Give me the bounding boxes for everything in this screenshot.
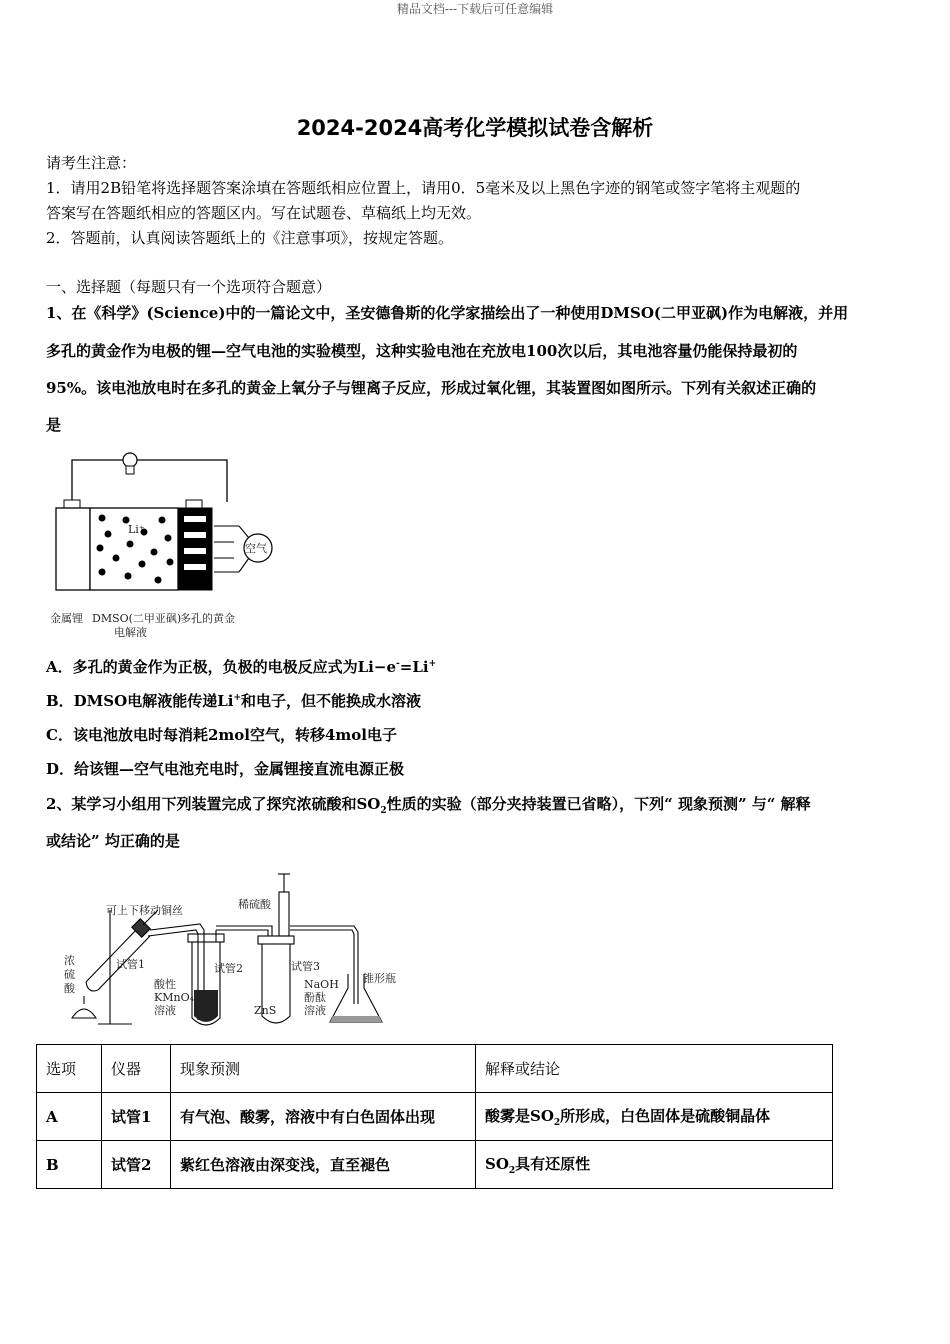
label-tube3: 试管3 (291, 960, 320, 973)
section-heading: 一、选择题（每题只有一个选项符合题意） (46, 278, 332, 296)
label-naoh-1: NaOH (304, 978, 339, 991)
notice-item2: 2．答题前，认真阅读答题纸上的《注意事项》，按规定答题。 (46, 229, 454, 247)
table-row (37, 1141, 833, 1189)
label-conc-acid-1: 浓 (64, 954, 75, 967)
q1-line4: 是 (46, 416, 62, 434)
q1-line2: 多孔的黄金作为电极的锂—空气电池的实验模型，这种实验电池在充放电100次以后，其电池容量仍能保持最初的 (46, 342, 798, 360)
q1-line3: 95%。该电池放电时在多孔的黄金上氧分子与锂离子反应，形成过氧化锂，其装置图如图所示。下列有关叙述正确的 (46, 379, 817, 397)
label-tube2: 试管2 (214, 962, 243, 975)
label-naoh-2: 酚酞 (304, 991, 326, 1004)
label-dmso: DMSO(二甲亚砜) (92, 612, 182, 625)
label-tube1: 试管1 (116, 958, 145, 971)
label-electrolyte: 电解液 (114, 626, 147, 639)
label-lithium: 金属锂 (50, 612, 83, 625)
label-zns: ZnS (254, 1004, 277, 1017)
answer-table (36, 1044, 833, 1189)
table-header-row (37, 1045, 833, 1093)
row-b-device: 试管2 (102, 1141, 171, 1189)
ion-label: Li⁺ (128, 523, 145, 536)
label-copper-wire: 可上下移动铜丝 (106, 904, 183, 917)
air-label: 空气 (245, 542, 267, 555)
q1-option-d: D．给该锂—空气电池充电时，金属锂接直流电源正极 (46, 760, 405, 778)
label-kmno4-3: 溶液 (154, 1004, 176, 1017)
row-a-phenomenon: 有气泡、酸雾，溶液中有白色固体出现 (171, 1093, 476, 1141)
page-title: 2024-2024高考化学模拟试卷含解析 (296, 116, 654, 140)
header-explanation: 解释或结论 (476, 1045, 833, 1093)
label-naoh-3: 溶液 (304, 1004, 326, 1017)
label-flask: 锥形瓶 (363, 972, 396, 985)
row-a-device: 试管1 (102, 1093, 171, 1141)
row-a-explanation: 酸雾是$SO_2$所形成，白色固体是硫酸铜晶体 (476, 1093, 833, 1141)
label-kmno4-2: KMnO₄ (154, 991, 194, 1004)
q1-line1: 1、在《科学》(Science)中的一篇论文中，圣安德鲁斯的化学家描绘出了一种使用DMSO(二甲亚砜)作为电解液，并用 (46, 304, 849, 322)
q1-option-a: A．多孔的黄金作为正极，负极的电极反应式为Li−e-=Li+ (46, 658, 437, 676)
row-b-explanation: $SO_2$具有还原性 (476, 1141, 833, 1189)
bulb-icon (123, 453, 137, 467)
header-note: 精品文档---下载后可任意编辑 (396, 2, 554, 16)
header-phenomenon: 现象预测 (171, 1045, 476, 1093)
row-a-option: A (37, 1093, 102, 1141)
q1-option-c: C．该电池放电时每消耗2mol空气，转移4mol电子 (46, 726, 397, 744)
label-conc-acid-3: 酸 (64, 982, 75, 995)
row-b-phenomenon: 紫红色溶液由深变浅，直至褪色 (171, 1141, 476, 1189)
notice-item1-line2: 答案写在答题纸相应的答题区内。写在试题卷、草稿纸上均无效。 (46, 204, 482, 222)
label-dilute-acid: 稀硫酸 (238, 898, 271, 911)
notice-item1-line1: 1．请用2B铅笔将选择题答案涂填在答题纸相应位置上，请用0．5毫米及以上黑色字迹的钢笔或签字笔将主观题的 (46, 179, 801, 197)
table-row (37, 1093, 833, 1141)
q2-line2: 或结论” 均正确的是 (46, 832, 180, 850)
q2-line1: 2、某学习小组用下列装置完成了探究浓硫酸和$SO_2$性质的实验（部分夹持装置已省略），下列“ 现象预测” 与“ 解释 (46, 795, 811, 816)
notice-heading: 请考生注意： (46, 154, 137, 172)
battery-diagram (44, 446, 284, 642)
label-gold: 多孔的黄金 (180, 612, 235, 625)
header-option: 选项 (37, 1045, 102, 1093)
header-device: 仪器 (102, 1045, 171, 1093)
apparatus-diagram (58, 870, 418, 1030)
label-conc-acid-2: 硫 (64, 968, 75, 981)
row-b-option: B (37, 1141, 102, 1189)
label-kmno4-1: 酸性 (154, 978, 176, 991)
q1-option-b: B．DMSO电解液能传递Li+和电子，但不能换成水溶液 (46, 692, 421, 710)
